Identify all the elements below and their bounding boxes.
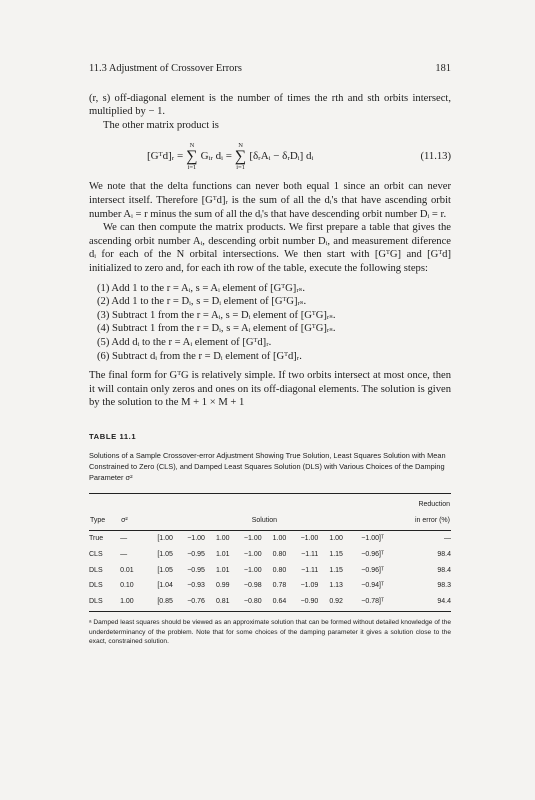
cell-solution-value: 1.00 bbox=[329, 535, 343, 543]
list-item: (1) Add 1 to the r = Aᵢ, s = Aᵢ element of [GᵀG]ᵣₛ. bbox=[97, 282, 305, 294]
cell-solution-value: 1.15 bbox=[329, 566, 343, 574]
cell-solution-value: −1.00 bbox=[243, 566, 262, 574]
cell-solution-value: −1.11 bbox=[301, 566, 319, 574]
paragraph-4: We can then compute the matrix products. We first prepare a table that gives the ascending orbit number Aᵢ, descending orbit number Dᵢ, and measurement diference dᵢ for each of the N orbital intersections. We then start with [GᵀG] and [Gᵀd] initialized to zero and, for each ith row of the table, execute the following steps: bbox=[89, 222, 451, 274]
cell-solution-value: 0.64 bbox=[262, 594, 287, 612]
cell-reduction: 98.3 bbox=[437, 582, 451, 590]
cell-type: DLS bbox=[89, 566, 103, 574]
cell-solution-value: −0.96]ᵀ bbox=[361, 551, 384, 559]
cell-solution-value: 0.81 bbox=[205, 594, 230, 612]
list-item: (6) Subtract dᵢ from the r = Dᵢ element of [Gᵀd]ᵣ. bbox=[97, 350, 302, 362]
cell-solution-value: −1.00 bbox=[243, 535, 262, 543]
table-row bbox=[89, 594, 451, 612]
cell-solution-value: 1.01 bbox=[215, 551, 230, 559]
summation-symbol-2 bbox=[235, 142, 246, 171]
cell-sigma: 0.10 bbox=[120, 582, 134, 590]
cell-solution-value: −1.09 bbox=[300, 582, 319, 590]
header-solution: Solution bbox=[145, 513, 384, 531]
sigma-glyph: ∑ bbox=[234, 147, 247, 165]
header-reduction-line2: in error (%) bbox=[384, 513, 451, 531]
cell-solution-value: −0.96]ᵀ bbox=[361, 566, 384, 574]
list-item: (2) Add 1 to the r = Dᵢ, s = Dᵢ element of [GᵀG]ᵣₛ. bbox=[97, 296, 307, 308]
sum-lower-limit: i=1 bbox=[236, 163, 245, 171]
paragraph-1: (r, s) off-diagonal element is the number of times the rth and sth orbits intersect, multiplied by − 1. bbox=[89, 92, 451, 118]
cell-solution-value: 0.80 bbox=[272, 551, 287, 559]
cell-solution-value: −0.80 bbox=[230, 594, 262, 612]
cell-reduction: 94.4 bbox=[384, 594, 451, 612]
cell-solution-value: −0.95 bbox=[187, 566, 205, 574]
cell-solution-value: −0.98 bbox=[243, 582, 262, 590]
cell-solution-value: 0.78 bbox=[272, 582, 287, 590]
cell-solution-value: −1.00 bbox=[187, 535, 205, 543]
table-row bbox=[89, 563, 451, 579]
list-item: (3) Subtract 1 from the r = Aᵢ, s = Dᵢ element of [GᵀG]ᵣₛ. bbox=[97, 309, 336, 321]
cell-solution-value: −0.90 bbox=[286, 594, 318, 612]
cell-solution-value: [1.05 bbox=[157, 551, 173, 559]
cell-sigma: 0.01 bbox=[120, 566, 134, 574]
cell-solution-value: −1.11 bbox=[301, 551, 319, 559]
equation-number: (11.13) bbox=[420, 150, 451, 162]
cell-reduction: 98.4 bbox=[437, 551, 451, 559]
paragraph-3: We note that the delta functions can never both equal 1 since an orbit can never intersect itself. Therefore [Gᵀd]ᵣ is the sum of all the dᵢ's that have ascending orbit number Aᵢ = r minus the sum of all the dᵢ's that have descending orbit number Dᵢ = r. bbox=[89, 181, 451, 220]
running-title: 11.3 Adjustment of Crossover Errors bbox=[89, 63, 242, 74]
cell-solution-value: [1.04 bbox=[157, 582, 173, 590]
table-caption: Solutions of a Sample Crossover-error Adjustment Showing True Solution, Least Squares Solution with Mean Constrained to Zero (CLS), and Damped Least Squares Solution (DLS) with Various Choices of the Damping Parameter σ² bbox=[89, 451, 446, 482]
sum-upper-limit: N bbox=[238, 141, 243, 149]
cell-solution-value: 0.80 bbox=[272, 566, 287, 574]
cell-sigma: 1.00 bbox=[120, 594, 145, 612]
table-label: TABLE 11.1 bbox=[89, 431, 137, 441]
header-sigma: σ² bbox=[120, 513, 145, 531]
cell-solution-value: 1.15 bbox=[329, 551, 343, 559]
cell-solution-value: [1.00 bbox=[157, 535, 173, 543]
cell-solution-value: −0.95 bbox=[187, 551, 205, 559]
cell-solution-value: 1.01 bbox=[215, 566, 230, 574]
cell-sigma: — bbox=[120, 535, 128, 543]
equation-11-13 bbox=[89, 136, 451, 176]
cell-type: DLS bbox=[89, 582, 103, 590]
cell-solution-value: 1.00 bbox=[215, 535, 230, 543]
table-row bbox=[89, 531, 451, 547]
cell-solution-value: −0.93 bbox=[187, 582, 205, 590]
cell-solution-value: −1.00 bbox=[243, 551, 262, 559]
page-number: 181 bbox=[435, 63, 451, 74]
table-row bbox=[89, 578, 451, 594]
table-footnote: ᵃ Damped least squares should be viewed as an approximate solution that can be formed without detailed knowledge of the underdeterminancy of the problem. Note that for some choices of the damping parameter it gives a solution close to the exact, constrained solution. bbox=[89, 619, 451, 646]
sigma-glyph: ∑ bbox=[186, 147, 198, 165]
sum-lower-limit: i=1 bbox=[187, 163, 197, 171]
cell-solution-value: 1.00 bbox=[272, 535, 287, 543]
cell-solution-value: −1.00 bbox=[300, 535, 319, 543]
cell-type: DLS bbox=[89, 594, 120, 612]
cell-solution-value: −1.00]ᵀ bbox=[361, 535, 384, 543]
results-table bbox=[89, 493, 451, 612]
cell-solution-value: [0.85 bbox=[145, 594, 173, 612]
cell-solution-value: −0.94]ᵀ bbox=[361, 582, 384, 590]
cell-solution-value: 1.13 bbox=[329, 582, 343, 590]
cell-reduction: — bbox=[444, 535, 451, 543]
steps-list bbox=[89, 282, 451, 364]
header-reduction-line1: Reduction bbox=[384, 494, 451, 513]
cell-solution-value: [1.05 bbox=[157, 566, 173, 574]
paragraph-5: The final form for GᵀG is relatively simple. If two orbits intersect at most once, then it will contain only zeros and ones on its off-diagonal elements. The solution is given by the solution to the M + 1 × M + 1 bbox=[89, 370, 451, 409]
cell-solution-value: −0.78]ᵀ bbox=[343, 594, 384, 612]
list-item: (4) Subtract 1 from the r = Dᵢ, s = Aᵢ element of [GᵀG]ᵣₛ. bbox=[97, 323, 336, 335]
sum-upper-limit: N bbox=[189, 141, 195, 149]
table-row bbox=[89, 547, 451, 563]
equation-term-1: Gᵢᵣ dᵢ = bbox=[200, 149, 232, 162]
paragraph-2: The other matrix product is bbox=[103, 119, 219, 131]
cell-sigma: — bbox=[120, 551, 128, 559]
running-header bbox=[89, 62, 451, 76]
cell-reduction: 98.4 bbox=[437, 566, 451, 574]
list-item: (5) Add dᵢ to the r = Aᵢ element of [Gᵀd]ᵣ. bbox=[97, 336, 272, 348]
summation-symbol-1 bbox=[186, 142, 197, 171]
cell-solution-value: 0.92 bbox=[318, 594, 343, 612]
page-content bbox=[89, 62, 451, 647]
cell-type: CLS bbox=[89, 551, 103, 559]
equation-lhs: [Gᵀd]ᵣ = bbox=[147, 149, 184, 162]
header-type: Type bbox=[89, 513, 120, 531]
equation-term-2: [δᵣAᵢ − δᵣDᵢ] dᵢ bbox=[249, 149, 314, 162]
cell-solution-value: −0.76 bbox=[173, 594, 205, 612]
cell-type: True bbox=[89, 535, 104, 543]
cell-solution-value: 0.99 bbox=[215, 582, 230, 590]
